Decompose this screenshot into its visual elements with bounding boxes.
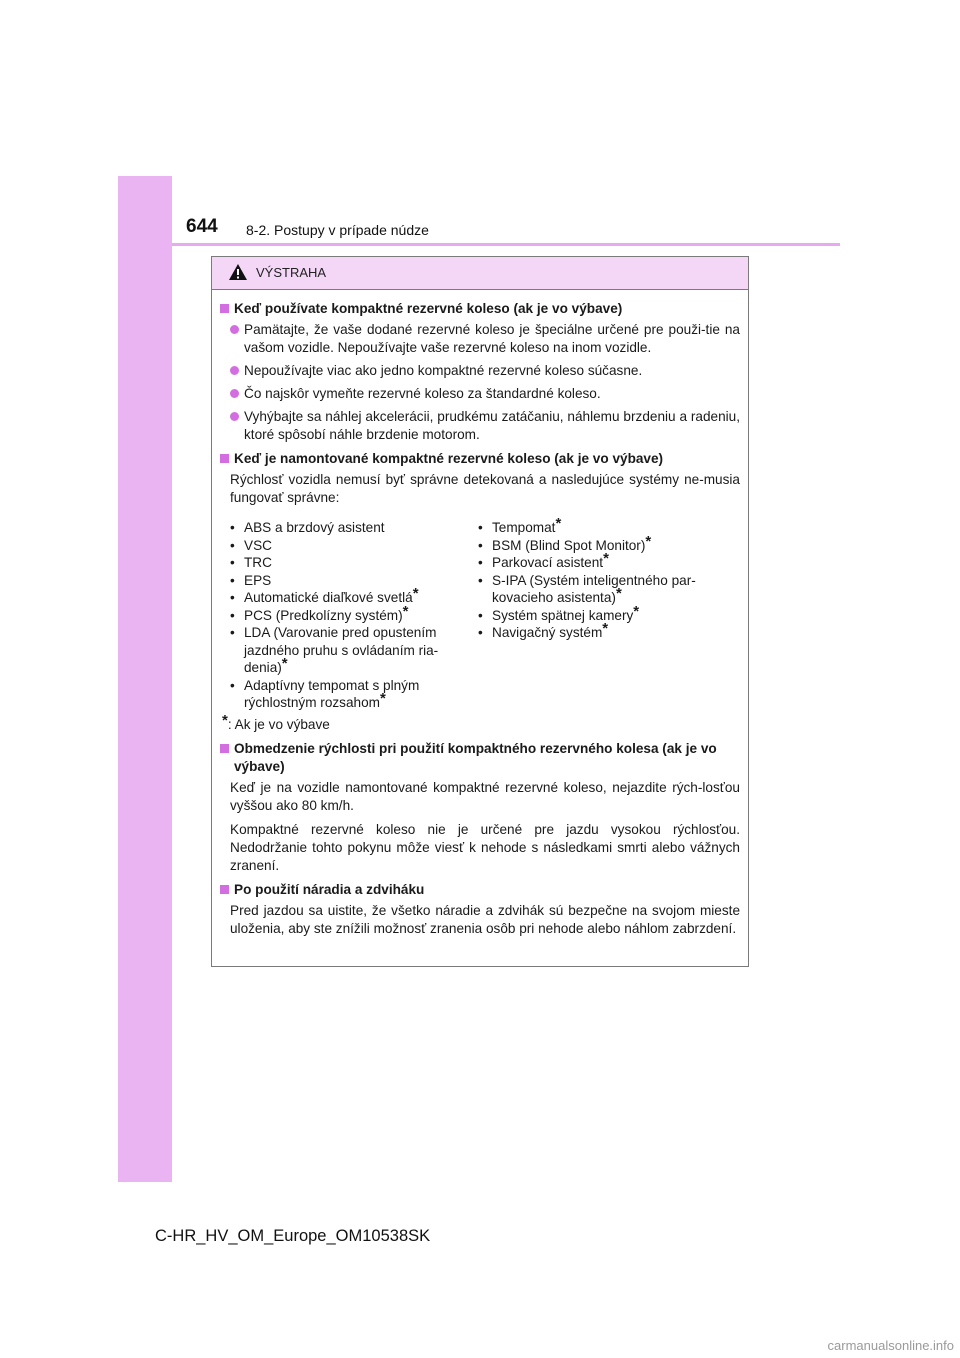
system-item: • Navigačný systém* (478, 620, 609, 640)
paragraph: Kompaktné rezervné koleso nie je určené pre jazdu vysokou rýchlosťou. Nedodržanie tohto pokynu môže viesť k nehode s následkami smrti alebo vážnych zranení. (230, 821, 740, 873)
warning-triangle-icon (228, 263, 248, 281)
system-item: • LDA (Varovanie pred opustením jazdného pruhu s ovládaním ria-denia)* (230, 625, 439, 675)
system-item: • TRC (230, 555, 272, 570)
paragraph: Keď je na vozidle namontované kompaktné rezervné koleso, nejazdite rých-losťou vyššou ako 80 km/h. (230, 779, 740, 813)
system-item: • Systém spätnej kamery* (478, 602, 640, 623)
system-item: • Automatické diaľkové svetlá* (230, 585, 419, 605)
header-rule (172, 243, 840, 246)
systems-column-right (478, 515, 726, 712)
section-after-tools (220, 881, 740, 938)
section-intro: Rýchlosť vozidla nemusí byť správne detekovaná a nasledujúce systémy ne-musia fungovať správne: (230, 472, 740, 505)
list-item: Pamätajte, že vaše dodané rezervné koleso je špeciálne určené pre použi-tie na vašom vozidle. Nepoužívajte vaše rezervné koleso na inom vozidle. (220, 321, 740, 357)
square-bullet-icon (220, 744, 229, 753)
round-bullet-icon (230, 366, 239, 375)
square-bullet-icon (220, 304, 229, 313)
system-item: • BSM (Blind Spot Monitor)* (478, 532, 652, 553)
section-heading: Po použití náradia a zdviháku (220, 881, 740, 899)
system-item: • PCS (Predkolízny systém)* (230, 602, 409, 623)
section-title: 8-2. Postupy v prípade núdze (246, 222, 429, 238)
affected-systems-list (220, 515, 740, 712)
system-item: • EPS (230, 572, 272, 588)
system-item: • Parkovací asistent* (478, 550, 609, 570)
section-speed-limit (220, 740, 740, 875)
warning-body (212, 290, 748, 938)
warning-header (212, 257, 748, 290)
list-item: Čo najskôr vymeňte rezervné koleso za štandardné koleso. (220, 385, 740, 403)
system-item: • Tempomat* (478, 515, 562, 535)
section-compact-spare-installed (220, 450, 740, 734)
system-item: • VSC (230, 537, 272, 553)
section-compact-spare-use (220, 300, 740, 444)
round-bullet-icon (230, 389, 239, 398)
round-bullet-icon (230, 412, 239, 421)
chapter-sidebar-tab (118, 176, 172, 1182)
page-number: 644 (186, 216, 218, 237)
watermark: carmanualsonline.info (827, 1338, 954, 1353)
square-bullet-icon (220, 885, 229, 894)
system-item: • Adaptívny tempomat s plným rýchlostným rozsahom* (230, 677, 420, 710)
system-item: • ABS a brzdový asistent (230, 520, 385, 535)
square-bullet-icon (220, 454, 229, 463)
list-item: Vyhýbajte sa náhlej akcelerácii, prudkému zatáčaniu, náhlemu brzdeniu a radeniu, ktoré spôsobí náhle brzdenie motorom. (220, 408, 740, 444)
round-bullet-icon (230, 325, 239, 334)
warning-box (211, 256, 749, 967)
footnote: *: Ak je vo výbave (222, 711, 330, 732)
section-heading: Keď je namontované kompaktné rezervné koleso (ak je vo výbave) (220, 450, 740, 468)
section-heading: Keď používate kompaktné rezervné koleso (ak je vo výbave) (220, 300, 740, 318)
paragraph: Pred jazdou sa uistite, že všetko náradie a zdvihák sú bezpečne na svojom mieste uloženia, aby ste znížili možnosť zranenia osôb pri nehode alebo náhlom zabrzdení. (230, 902, 740, 936)
list-item: Nepoužívajte viac ako jedno kompaktné rezervné koleso súčasne. (220, 362, 740, 380)
systems-column-left (230, 519, 478, 712)
document-code: C-HR_HV_OM_Europe_OM10538SK (155, 1227, 431, 1245)
warning-title: VÝSTRAHA (256, 265, 327, 280)
section-heading: Obmedzenie rýchlosti pri použití kompaktného rezervného kolesa (ak je vo výbave) (220, 740, 740, 776)
system-item: • S-IPA (Systém inteligentného par-kovacieho asistenta)* (478, 572, 696, 605)
